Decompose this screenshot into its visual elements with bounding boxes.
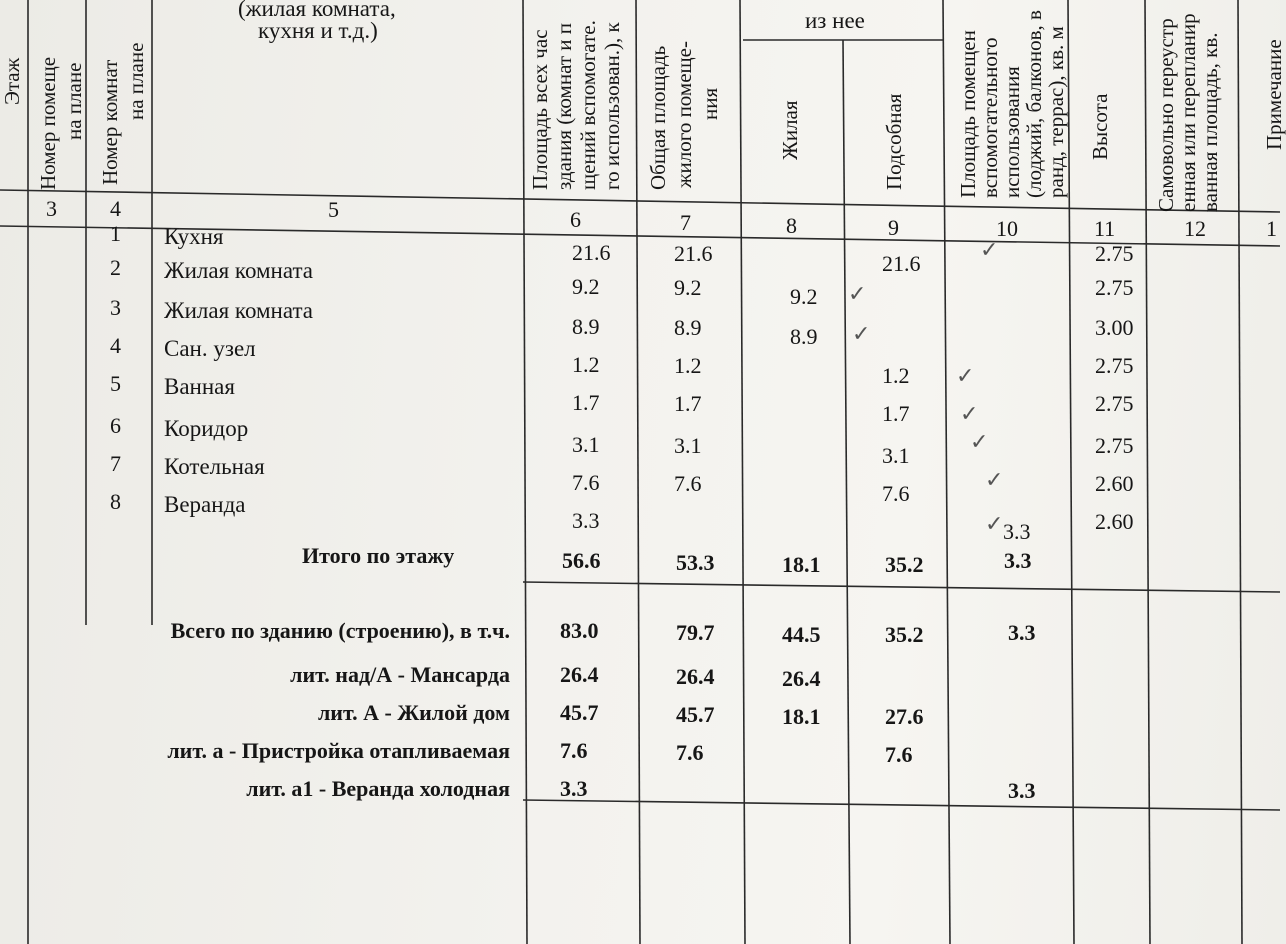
floor-total-veranda: 3.3	[1004, 548, 1032, 573]
room-height: 2.75	[1095, 353, 1134, 378]
summary-total-area: 26.4	[560, 662, 599, 687]
summary-total-area: 83.0	[560, 618, 599, 643]
room-height: 3.00	[1095, 315, 1134, 340]
col10-header-line3: использования	[1000, 66, 1024, 198]
room-total-area: 9.2	[572, 273, 600, 299]
summary-general-area: 7.6	[676, 740, 704, 765]
col7-header-line2: жилого помеще-	[672, 41, 696, 188]
room-name: Сан. узел	[164, 336, 256, 362]
col9-header: Подсобная	[882, 93, 906, 190]
col-number: 6	[570, 207, 581, 232]
summary-label: лит. А - Жилой дом	[317, 700, 510, 725]
summary-aux-area: 27.6	[885, 704, 924, 729]
col4-header-line2: на плане	[124, 42, 148, 120]
room-total-area: 3.1	[572, 431, 600, 457]
col5-title-line2: кухня и т.д.)	[258, 18, 378, 43]
room-number: 6	[110, 413, 121, 439]
summary-living-area: 44.5	[782, 622, 821, 647]
room-name: Веранда	[164, 492, 246, 518]
room-height: 2.75	[1095, 433, 1134, 458]
room-name: Котельная	[164, 454, 265, 480]
room-height: 2.60	[1095, 471, 1134, 496]
floor-total-label: Итого по этажу	[302, 543, 455, 568]
summary-aux-area: 35.2	[885, 622, 924, 647]
room-aux-area: 21.6	[882, 251, 921, 277]
summary-label: Всего по зданию (строению), в т.ч.	[170, 618, 510, 643]
col6-header-line1: Площадь всех час	[528, 29, 552, 190]
room-total-area: 1.7	[572, 389, 600, 415]
room-total-area: 8.9	[572, 313, 600, 339]
room-general-area: 3.1	[674, 433, 702, 459]
col-number: 5	[328, 197, 339, 222]
check-mark-icon: ✓	[960, 402, 979, 427]
col12-header-line2: енная или перепланир	[1176, 13, 1200, 212]
room-name: Ванная	[164, 374, 235, 400]
room-height: 2.75	[1095, 241, 1134, 266]
col-number: 11	[1094, 216, 1116, 241]
room-general-area: 21.6	[674, 241, 713, 267]
room-number: 7	[110, 451, 121, 477]
col6-header-line4: го использован.), к	[600, 22, 624, 190]
room-general-area: 1.7	[674, 391, 702, 417]
summary-veranda-area: 3.3	[1008, 778, 1036, 803]
summary-label: лит. а - Пристройка отапливаемая	[167, 738, 510, 763]
col6-header-line3: щений вспомогате.	[576, 20, 600, 190]
room-number: 3	[110, 295, 121, 321]
col11-header: Высота	[1088, 93, 1112, 160]
col6-header-line2: здания (комнат и п	[552, 23, 576, 190]
col5-title-line1: (жилая комната,	[238, 0, 396, 21]
col-number: 1	[1266, 216, 1277, 241]
col7-header-line1: Общая площадь	[646, 45, 670, 190]
col13-header: Примечание	[1262, 39, 1286, 150]
check-mark-icon: ✓	[956, 364, 975, 389]
check-mark-icon: ✓	[985, 512, 1004, 537]
col3-header-line2: на плане	[62, 62, 86, 140]
room-aux-area: 1.2	[882, 363, 910, 389]
summary-total-area: 7.6	[560, 738, 588, 763]
room-total-area: 1.2	[572, 351, 600, 377]
col-number: 10	[996, 216, 1018, 241]
floor-total-total: 56.6	[562, 548, 601, 573]
check-mark-icon: ✓	[970, 430, 989, 455]
summary-veranda-area: 3.3	[1008, 620, 1036, 645]
col8-header: Жилая	[778, 100, 802, 160]
included-label: из нее	[805, 8, 865, 33]
room-general-area: 8.9	[674, 315, 702, 341]
room-name: Жилая комната	[164, 258, 314, 284]
col-number: 4	[110, 196, 121, 221]
col12-header-line3: ванная площадь, кв.	[1198, 32, 1222, 212]
col10-header-line1: Площадь помещен	[956, 30, 980, 198]
col-number: 3	[46, 196, 57, 221]
col10-header-line5: ранд, террас), кв. м	[1044, 26, 1068, 198]
room-total-area: 3.3	[572, 507, 600, 533]
floor-total-aux: 35.2	[885, 552, 924, 577]
check-mark-icon: ✓	[848, 282, 867, 307]
room-veranda-area: 3.3	[1003, 519, 1031, 545]
check-mark-icon: ✓	[852, 322, 871, 347]
col10-header-line4: (лоджий, балконов, в	[1022, 10, 1046, 198]
col-number: 9	[888, 215, 899, 240]
room-living-area: 9.2	[790, 283, 818, 309]
summary-general-area: 79.7	[676, 620, 715, 645]
summary-total-area: 45.7	[560, 700, 599, 725]
room-general-area: 7.6	[674, 471, 702, 497]
col-number: 7	[680, 210, 691, 235]
room-total-area: 7.6	[572, 469, 600, 495]
summary-total-area: 3.3	[560, 776, 588, 801]
room-name: Кухня	[164, 224, 224, 250]
summary-general-area: 45.7	[676, 702, 715, 727]
col12-header-line1: Самовольно переустр	[1154, 18, 1178, 212]
room-aux-area: 3.1	[882, 443, 910, 469]
room-height: 2.75	[1095, 391, 1134, 416]
check-mark-icon: ✓	[980, 238, 999, 263]
col-floor-header: Этаж	[0, 57, 24, 105]
room-number: 1	[110, 221, 121, 247]
summary-label: лит. а1 - Веранда холодная	[246, 776, 510, 801]
check-mark-icon: ✓	[985, 468, 1004, 493]
col-number: 8	[786, 213, 797, 238]
room-name: Жилая комната	[164, 298, 314, 324]
room-number: 2	[110, 255, 121, 281]
col-number: 12	[1184, 216, 1206, 241]
summary-living-area: 26.4	[782, 666, 821, 691]
room-name: Коридор	[164, 416, 249, 442]
room-total-area: 21.6	[572, 239, 611, 265]
col4-header-line1: Номер комнат	[98, 59, 122, 185]
room-number: 8	[110, 489, 121, 515]
room-height: 2.75	[1095, 275, 1134, 300]
floor-total-living: 18.1	[782, 552, 821, 577]
room-height: 2.60	[1095, 509, 1134, 534]
room-number: 4	[110, 333, 121, 359]
col3-header-line1: Номер помеще	[36, 56, 60, 190]
col10-header-line2: вспомогательного	[978, 37, 1002, 198]
summary-general-area: 26.4	[676, 664, 715, 689]
room-general-area: 1.2	[674, 353, 702, 379]
room-living-area: 8.9	[790, 323, 818, 349]
summary-aux-area: 7.6	[885, 742, 913, 767]
floor-total-general: 53.3	[676, 550, 715, 575]
room-aux-area: 1.7	[882, 401, 910, 427]
room-general-area: 9.2	[674, 275, 702, 301]
summary-label: лит. над/А - Мансарда	[290, 662, 510, 687]
col7-header-line3: ния	[698, 87, 722, 120]
summary-living-area: 18.1	[782, 704, 821, 729]
room-aux-area: 7.6	[882, 481, 910, 507]
room-number: 5	[110, 371, 121, 397]
